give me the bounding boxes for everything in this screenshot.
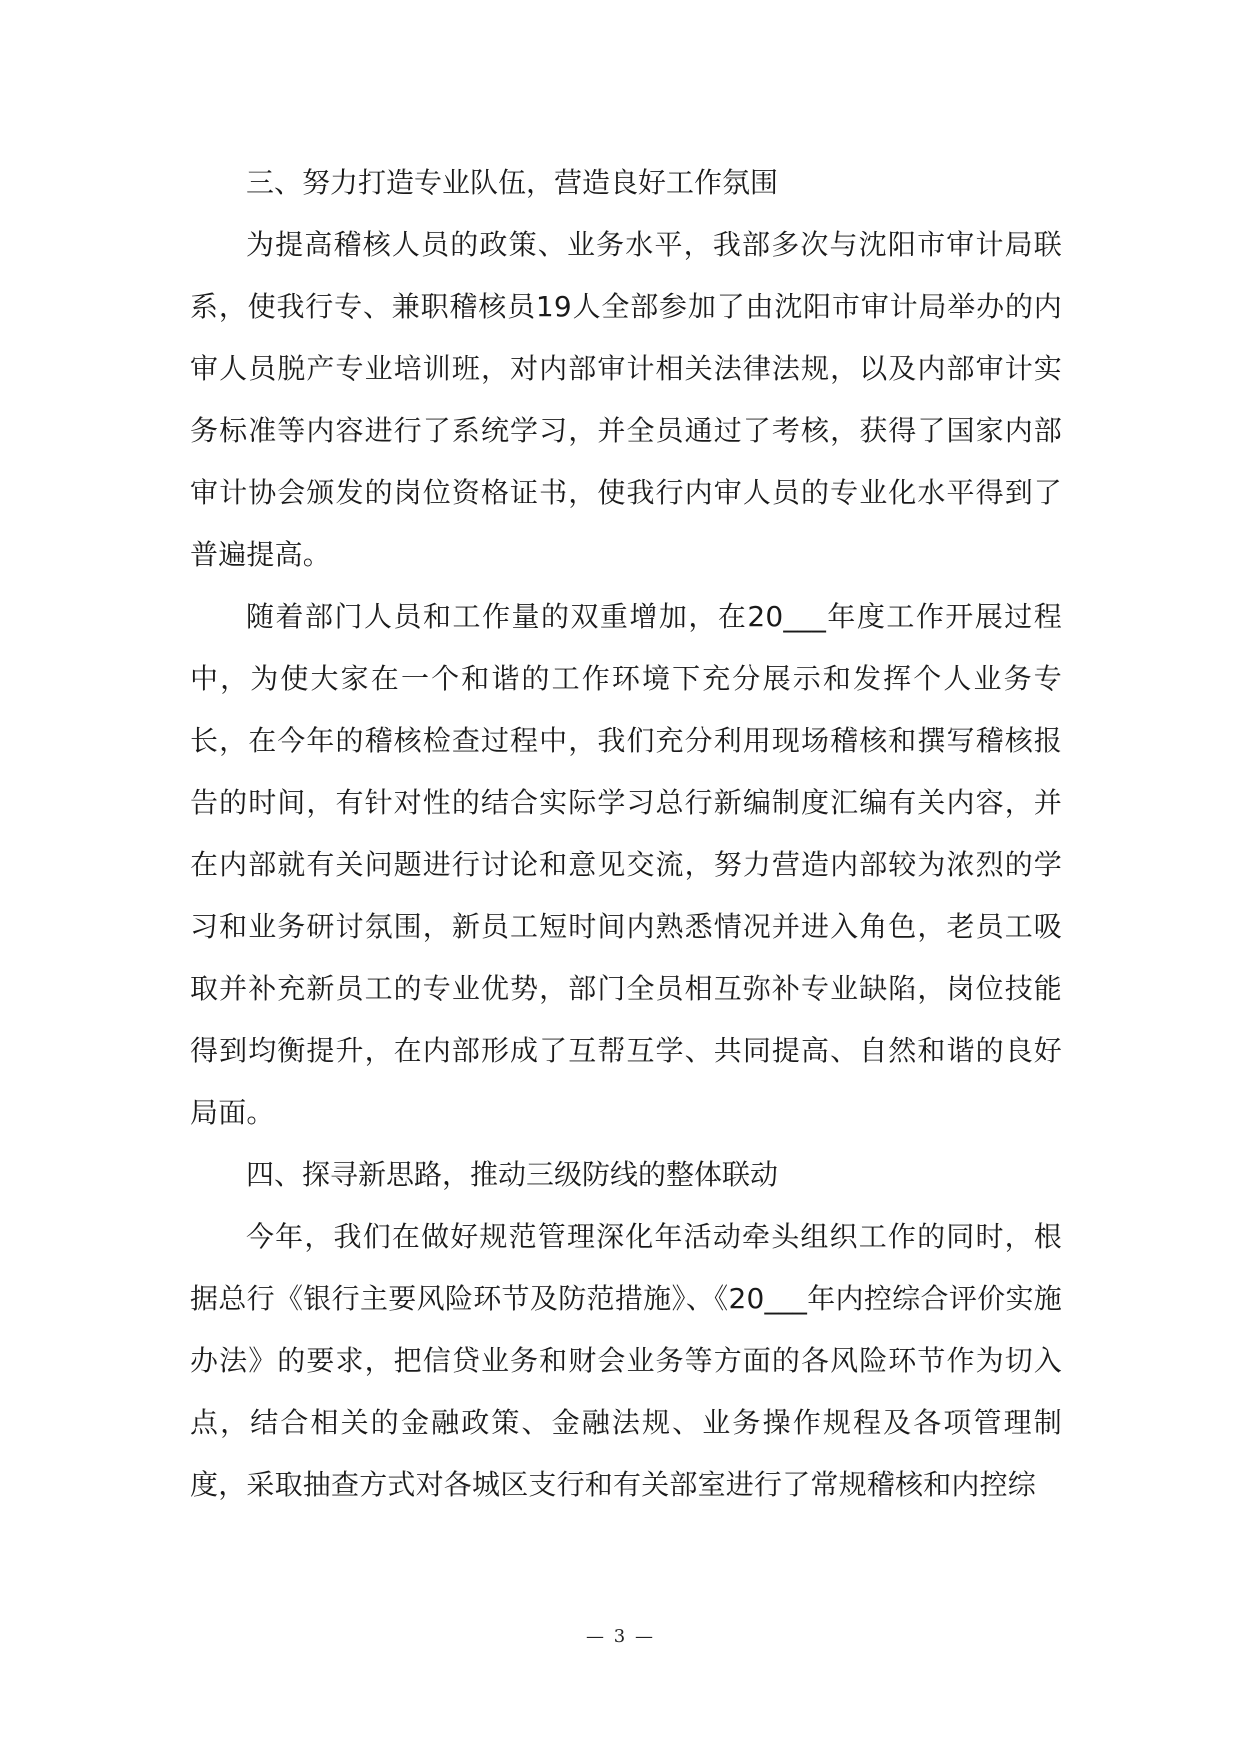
paragraph-risk-control: 今年，我们在做好规范管理深化年活动牵头组织工作的同时，根据总行《银行主要风险环节及防范措施》、《20___年内控综合评价实施办法》的要求，把信贷业务和财会业务等方面的各风险环节作为切入点，结合相关的金融政策、金融法规、业务操作规程及各项管理制度，采取抽查方式对各城区支行和有关部室进行了常规稽核和内控综 [190,1220,1062,1501]
page-number: — 3 — [586,1626,655,1647]
document-body [190,152,1062,1516]
section-heading-4: 四、探寻新思路，推动三级防线的整体联动 [246,1158,779,1191]
section-heading-3: 三、努力打造专业队伍，营造良好工作氛围 [246,166,779,199]
paragraph-team-atmosphere: 随着部门人员和工作量的双重增加，在20___年度工作开展过程中，为使大家在一个和谐的工作环境下充分展示和发挥个人业务专长，在今年的稽核检查过程中，我们充分利用现场稽核和撰写稽核报告的时间，有针对性的结合实际学习总行新编制度汇编有关内容，并在内部就有关问题进行讨论和意见交流，努力营造内部较为浓烈的学习和业务研讨氛围，新员工短时间内熟悉情况并进入角色，老员工吸取并补充新员工的专业优势，部门全员相互弥补专业缺陷，岗位技能得到均衡提升，在内部形成了互帮互学、共同提高、自然和谐的良好局面。 [190,600,1062,1129]
paragraph-training: 为提高稽核人员的政策、业务水平，我部多次与沈阳市审计局联系，使我行专、兼职稽核员19人全部参加了由沈阳市审计局举办的内审人员脱产专业培训班，对内部审计相关法律法规，以及内部审计实务标准等内容进行了系统学习，并全员通过了考核，获得了国家内部审计协会颁发的岗位资格证书，使我行内审人员的专业化水平得到了普遍提高。 [190,228,1062,571]
